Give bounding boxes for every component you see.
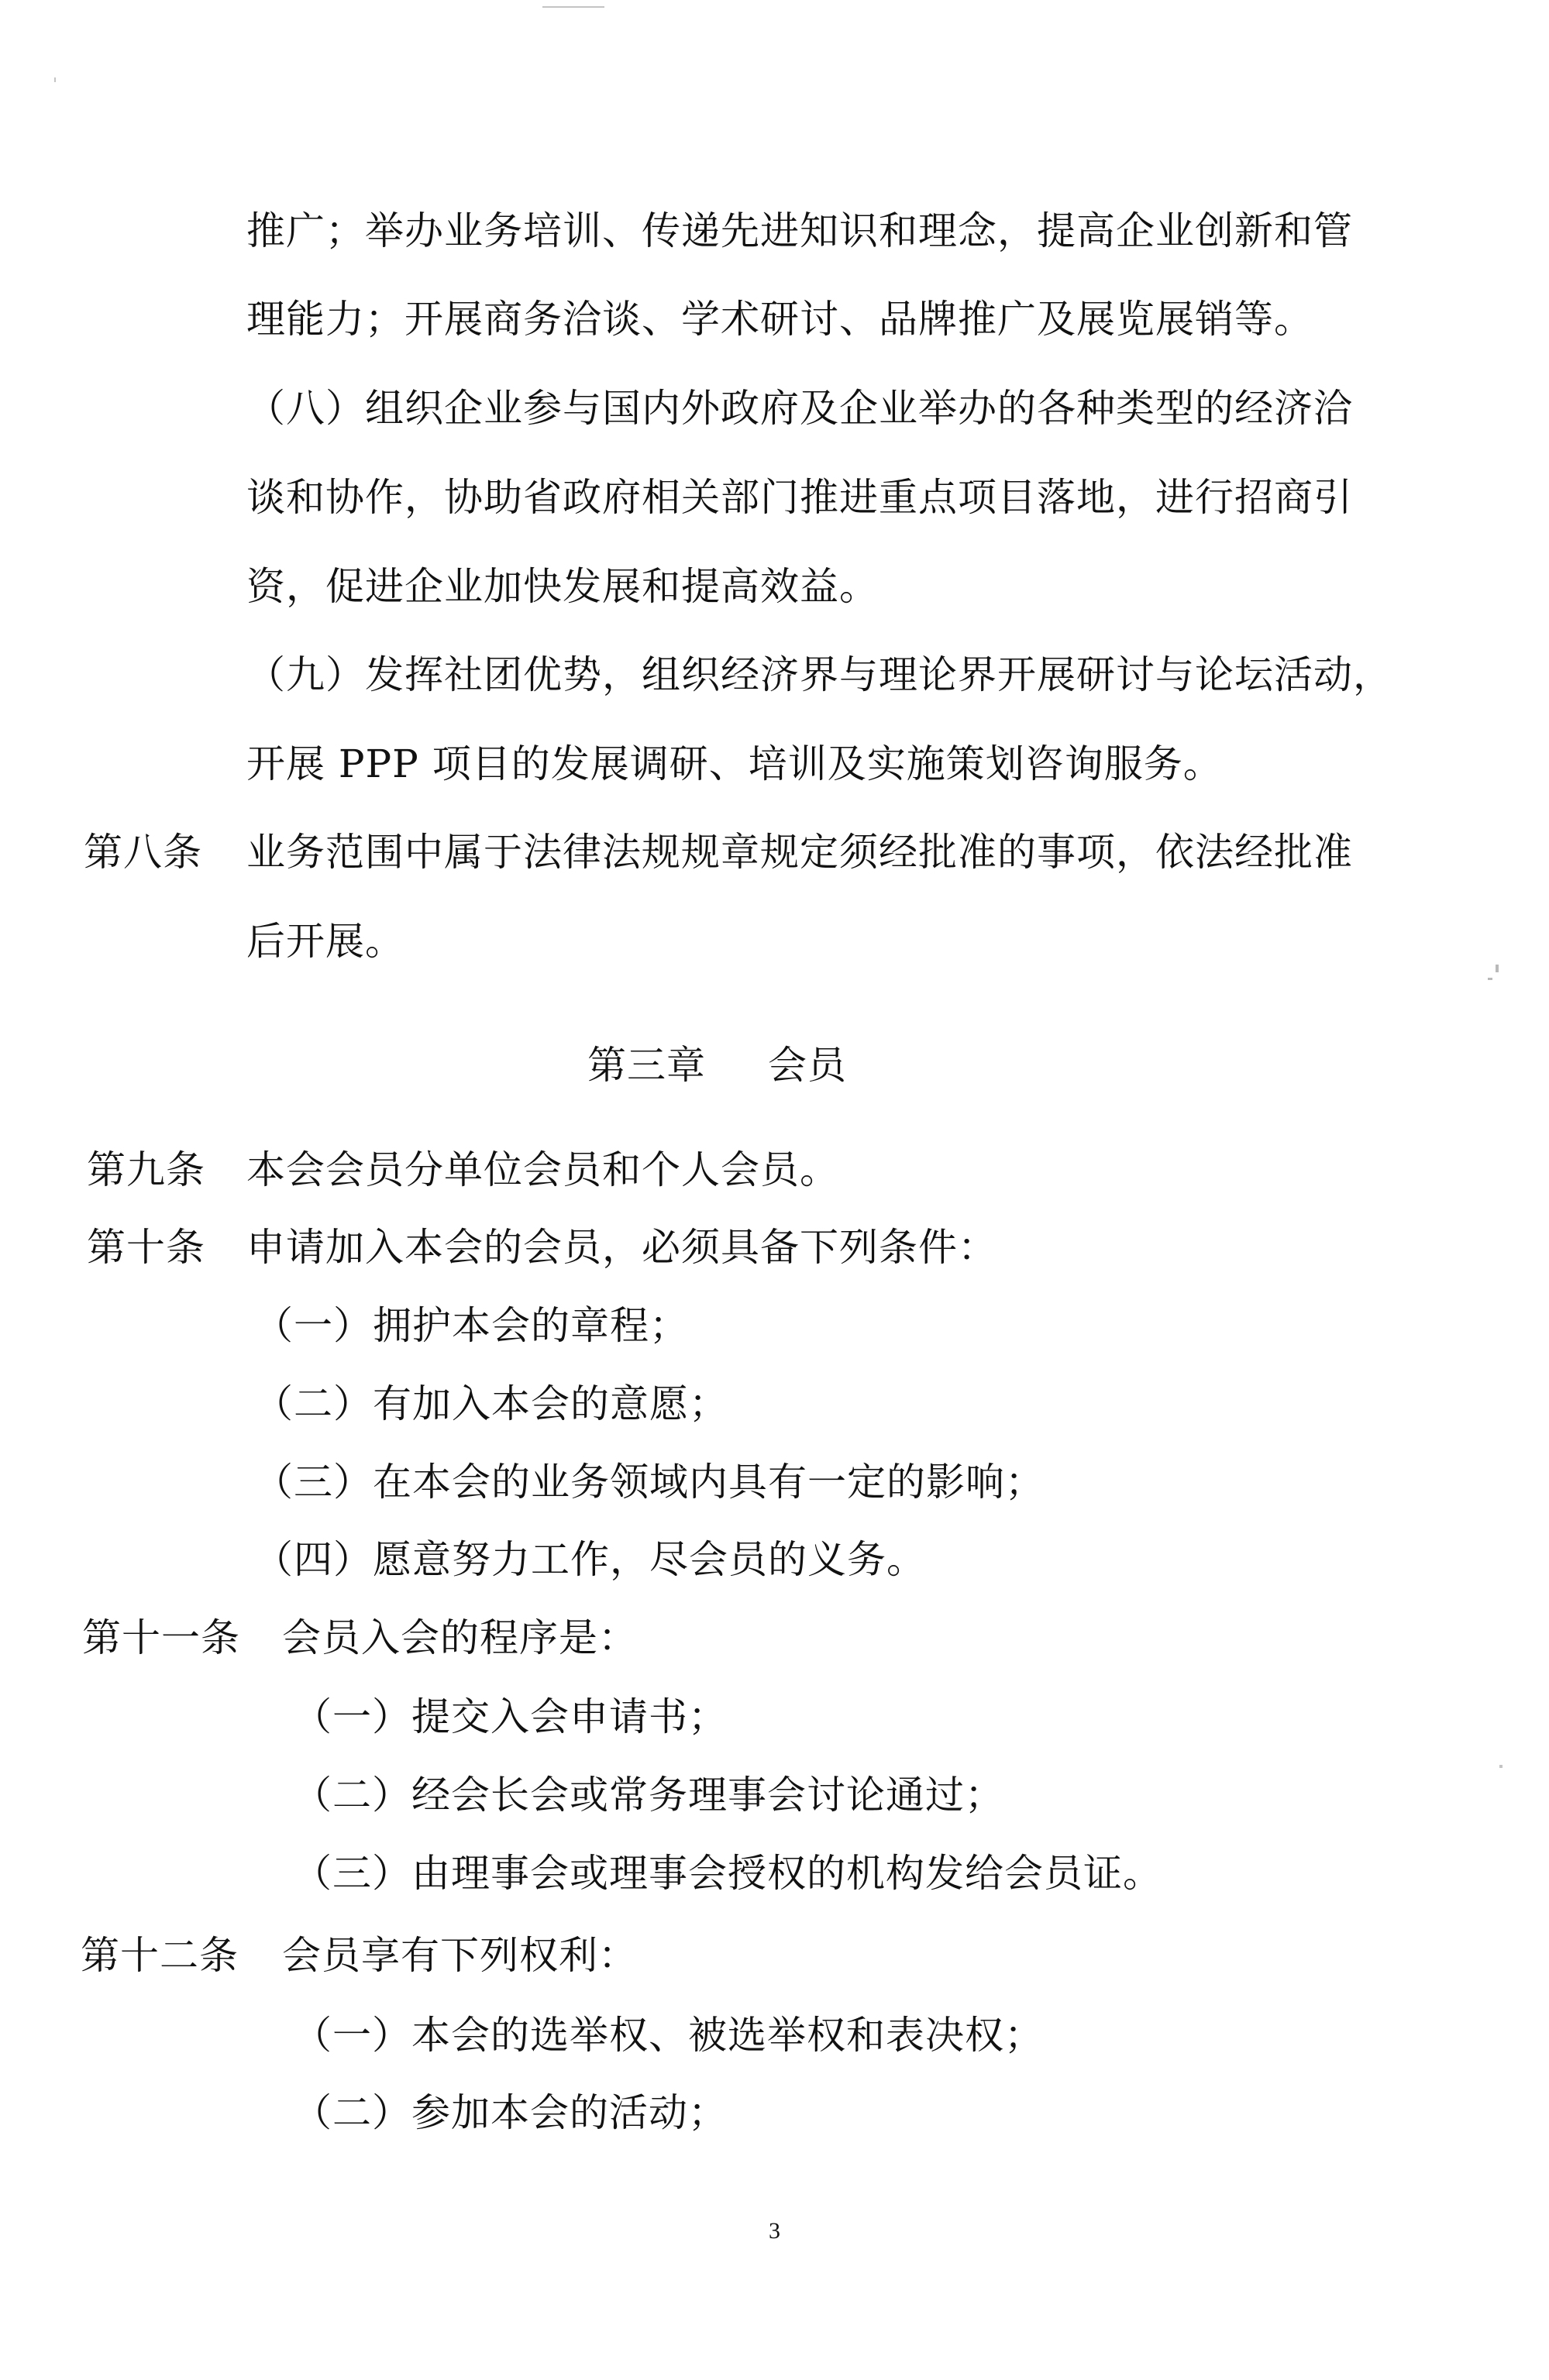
- article-label: 第十一条: [82, 1615, 240, 1660]
- article-text: 本会会员分单位会员和个人会员。: [246, 1147, 839, 1192]
- article-11: [82, 1615, 638, 1661]
- list-item: （三）由理事会或理事会授权的机构发给会员证。: [293, 1851, 1162, 1896]
- list-item: （二）参加本会的活动；: [293, 2090, 728, 2135]
- chapter-title: 会员: [768, 1043, 847, 1088]
- article-label: 第九条: [87, 1147, 205, 1192]
- body-line: 资，促进企业加快发展和提高效益。: [246, 564, 879, 609]
- article-10: [87, 1224, 997, 1271]
- list-item: （二）有加入本会的意愿；: [254, 1381, 728, 1426]
- chapter-heading: [587, 1042, 847, 1089]
- body-line: （八）组织企业参与国内外政府及企业举办的各种类型的经济洽: [246, 386, 1353, 431]
- article-text: 会员享有下列权利：: [282, 1933, 638, 1978]
- scan-speck: [542, 6, 604, 8]
- page-number: 3: [769, 2218, 780, 2244]
- body-line: 谈和协作，协助省政府相关部门推进重点项目落地，进行招商引: [246, 475, 1353, 520]
- article-text: 会员入会的程序是：: [282, 1615, 638, 1660]
- article-text: 申请加入本会的会员，必须具备下列条件：: [246, 1225, 997, 1270]
- article-text: 业务范围中属于法律法规规章规定须经批准的事项，依法经批准: [246, 830, 1353, 875]
- article-8: [84, 829, 1353, 875]
- body-line: 开展 PPP 项目的发展调研、培训及实施策划咨询服务。: [246, 741, 1223, 786]
- list-item: （三）在本会的业务领域内具有一定的影响；: [254, 1460, 1045, 1505]
- body-line: 后开展。: [246, 919, 404, 964]
- article-label: 第十二条: [81, 1933, 239, 1978]
- list-item: （一）拥护本会的章程；: [254, 1303, 689, 1348]
- scan-speck: [1499, 1765, 1503, 1768]
- list-item: （四）愿意努力工作，尽会员的义务。: [254, 1537, 926, 1582]
- body-line: 理能力；开展商务洽谈、学术研讨、品牌推广及展览展销等。: [246, 297, 1313, 342]
- chapter-number: 第三章: [587, 1043, 706, 1088]
- scan-speck: [1488, 978, 1492, 980]
- article-9: [87, 1147, 839, 1193]
- article-label: 第八条: [84, 830, 202, 875]
- body-line: 推广；举办业务培训、传递先进知识和理念，提高企业创新和管: [246, 208, 1353, 253]
- scan-speck: [1496, 965, 1499, 972]
- scan-speck: [54, 77, 56, 82]
- article-label: 第十条: [87, 1225, 205, 1270]
- list-item: （二）经会长会或常务理事会讨论通过；: [293, 1773, 1004, 1818]
- list-item: （一）提交入会申请书；: [293, 1694, 728, 1739]
- article-12: [81, 1932, 638, 1979]
- body-line: （九）发挥社团优势，组织经济界与理论界开展研讨与论坛活动，: [246, 652, 1392, 697]
- list-item: （一）本会的选举权、被选举权和表决权；: [293, 2013, 1044, 2058]
